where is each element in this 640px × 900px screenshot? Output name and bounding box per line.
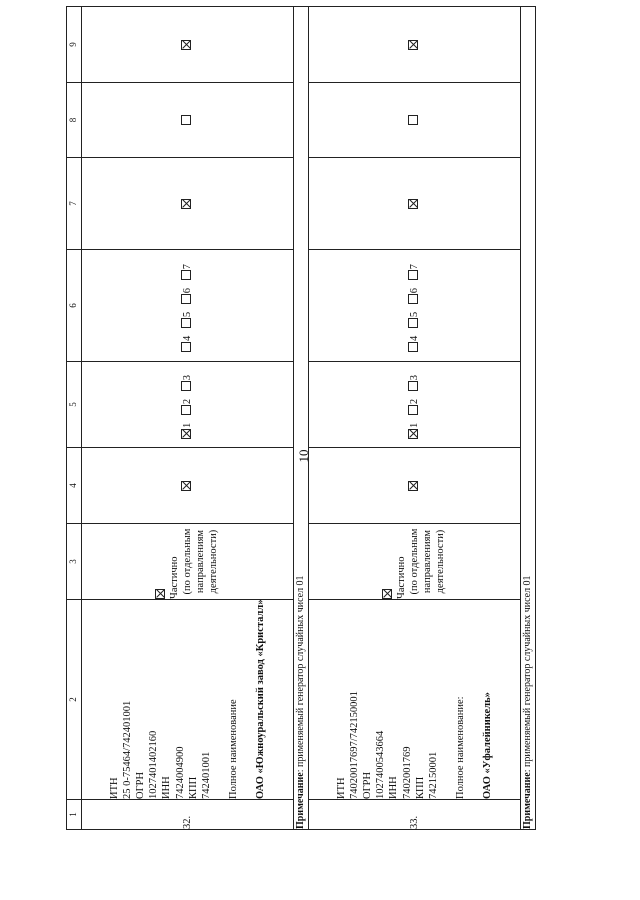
- entry-index: 32.: [82, 800, 294, 830]
- page-number: 10: [296, 449, 311, 463]
- table-row: [82, 7, 294, 830]
- option-label: 1: [181, 422, 193, 428]
- column-5-cell: [309, 362, 521, 448]
- option-6-checkbox[interactable]: [408, 294, 418, 304]
- option-4-checkbox[interactable]: [181, 342, 191, 352]
- column-header-1: 1: [67, 800, 82, 830]
- option-label: 5: [181, 311, 193, 318]
- full-name-label: Полное наименование: [227, 699, 239, 799]
- option-label: 5: [408, 311, 420, 318]
- column-8-cell: [82, 83, 294, 158]
- note-row: [294, 7, 309, 830]
- partial-checkbox[interactable]: [382, 589, 392, 599]
- identifier-line: 7402001769: [401, 746, 413, 799]
- option-2-checkbox[interactable]: [181, 405, 191, 415]
- note-text: [521, 7, 536, 830]
- option-label: 3: [181, 375, 193, 381]
- identifier-line: ИТН: [335, 777, 347, 799]
- option-label: 1: [408, 422, 420, 428]
- identifier-line: КПП: [414, 776, 426, 799]
- identifier-line: 742401001: [200, 751, 212, 799]
- note-prefix: Примечание: [294, 772, 306, 829]
- partial-label: Частично: [395, 556, 407, 599]
- option-3-checkbox[interactable]: [408, 381, 418, 391]
- identifier-line: ИТН: [108, 777, 120, 799]
- column-header-9: 9: [67, 7, 82, 83]
- option-1-checkbox[interactable]: [181, 429, 191, 439]
- column-header-5: 5: [67, 362, 82, 448]
- note-rest: : применяемый генератор случайных чисел 01: [521, 575, 533, 773]
- option-2-checkbox[interactable]: [408, 405, 418, 415]
- column-header-3: 3: [67, 524, 82, 600]
- option-label: 6: [408, 287, 420, 294]
- entry-identifiers: [82, 600, 294, 800]
- column-7-checkbox[interactable]: [408, 199, 418, 209]
- option-7-checkbox[interactable]: [408, 270, 418, 280]
- identifier-line: 25 0-75464/742401001: [122, 700, 133, 799]
- option-label: 7: [408, 264, 420, 270]
- option-5-checkbox[interactable]: [181, 318, 191, 328]
- identifier-line: 7424004900: [174, 746, 186, 799]
- option-7-checkbox[interactable]: [181, 270, 191, 280]
- note-prefix: Примечание: [521, 772, 533, 829]
- column-header-7: 7: [67, 158, 82, 250]
- note-text: [294, 7, 309, 830]
- identifier-line: КПП: [187, 776, 199, 799]
- entry-index: 33.: [309, 800, 521, 830]
- column-header-2: 2: [67, 600, 82, 800]
- identifier-line: ОГРН: [362, 771, 374, 799]
- option-label: 6: [181, 287, 193, 294]
- column-header-4: 4: [67, 448, 82, 524]
- identifier-line: 1027400543664: [375, 730, 387, 799]
- column-7-cell: [82, 158, 294, 250]
- identifier-line: 742150001: [427, 751, 439, 799]
- column-6-cell: [309, 250, 521, 362]
- partial-cell: [309, 524, 521, 600]
- option-1-checkbox[interactable]: [408, 429, 418, 439]
- column-header-6: 6: [67, 250, 82, 362]
- column-number-row: [67, 7, 82, 830]
- column-9-cell: [82, 7, 294, 83]
- identifier-line: ИНН: [161, 776, 173, 799]
- option-label: 2: [181, 398, 193, 405]
- column-7-checkbox[interactable]: [181, 199, 191, 209]
- identifier-line: 1027401402160: [148, 730, 160, 799]
- organization-name: ОАО «Южноуральский завод «Кристалл»: [255, 599, 266, 799]
- column-6-cell: [82, 250, 294, 362]
- note-row: [521, 7, 536, 830]
- partial-label: Частично: [168, 556, 180, 599]
- option-label: 4: [408, 335, 420, 341]
- table-row: [309, 7, 521, 830]
- column-5-cell: [82, 362, 294, 448]
- full-name-label: Полное наименование:: [454, 696, 466, 799]
- option-label: 4: [181, 335, 193, 341]
- identifier-line: 74020017697/742150001: [349, 691, 360, 799]
- column-8-checkbox[interactable]: [408, 116, 418, 126]
- identifier-line: ОГРН: [135, 771, 147, 799]
- column-4-checkbox[interactable]: [181, 481, 191, 491]
- option-3-checkbox[interactable]: [181, 381, 191, 391]
- column-4-checkbox[interactable]: [408, 481, 418, 491]
- identifier-line: ИНН: [388, 776, 400, 799]
- option-label: 3: [408, 375, 420, 381]
- option-label: 7: [181, 264, 193, 270]
- entry-identifiers: [309, 600, 521, 800]
- registry-table: [66, 6, 536, 830]
- partial-sub-label: (по отдельным направлениям деятельности): [408, 528, 447, 595]
- option-4-checkbox[interactable]: [408, 342, 418, 352]
- column-9-checkbox[interactable]: [408, 40, 418, 50]
- note-rest: : применяемый генератор случайных чисел 01: [294, 575, 306, 773]
- column-header-8: 8: [67, 83, 82, 158]
- partial-cell: [82, 524, 294, 600]
- option-label: 2: [408, 398, 420, 405]
- column-9-checkbox[interactable]: [181, 40, 191, 50]
- organization-name: ОАО «Уфалейникель»: [482, 692, 493, 799]
- column-9-cell: [309, 7, 521, 83]
- column-8-cell: [309, 83, 521, 158]
- option-5-checkbox[interactable]: [408, 318, 418, 328]
- partial-checkbox[interactable]: [155, 589, 165, 599]
- column-8-checkbox[interactable]: [181, 116, 191, 126]
- partial-sub-label: (по отдельным направлениям деятельности): [181, 528, 220, 595]
- column-4-cell: [82, 448, 294, 524]
- option-6-checkbox[interactable]: [181, 294, 191, 304]
- column-4-cell: [309, 448, 521, 524]
- column-7-cell: [309, 158, 521, 250]
- registry-table-sheet: [66, 42, 536, 830]
